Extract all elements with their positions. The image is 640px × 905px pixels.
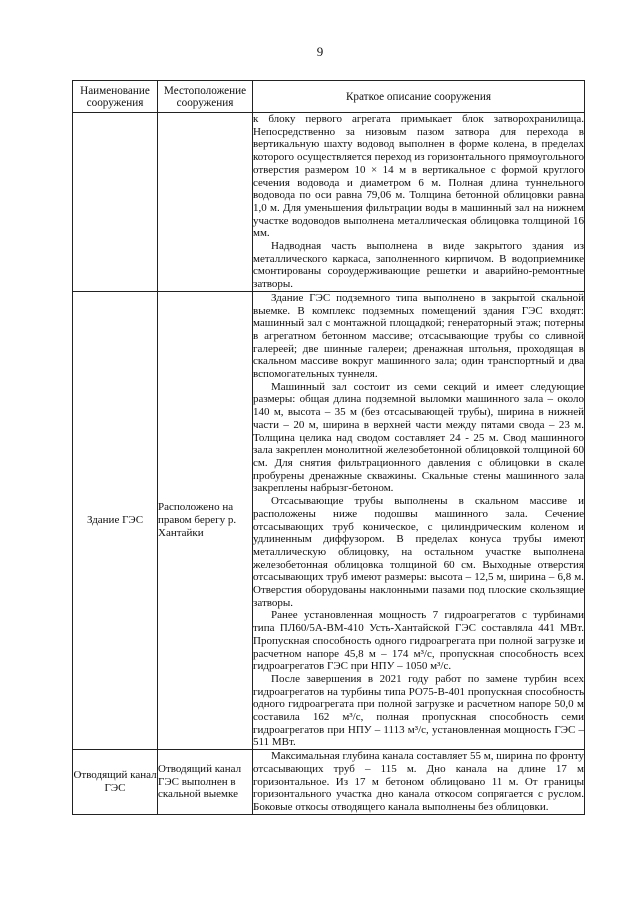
description-paragraph: Машинный зал состоит из семи секций и имеет следующие размеры: общая длина подземной выломки машинного зала – около 140 м, высота – 35 м (без отсасывающей трубы), ширина в нижней части – 20 м, ширина в верхней части между пятами свода – 23 м. Толщина целика над сводом составляет 24 - 25 м. Свод машинного зала закреплен монолитной железобетонной облицовкой толщиной 60 см. Для снятия фильтрационного давления с облицовки в скале пробурены дренажные скважины. Скальные стены машинного зала закреплены набрызг-бетоном. — [253, 380, 584, 495]
structure-name — [73, 113, 158, 292]
structure-location: Отводящий канал ГЭС выполнен в скальной выемке — [158, 750, 253, 815]
table-row — [73, 291, 585, 749]
structure-description — [253, 113, 585, 292]
description-paragraph: Ранее установленная мощность 7 гидроагрегатов с турбинами типа ПЛ60/5А-ВМ-410 Усть-Хантайской ГЭС составляла 441 МВт. Пропускная способность одного гидроагрегата при полной загрузке и расчетном напоре 45,8 м – 174 м³/с, пропускная способность всех гидроагрегатов ГЭС при НПУ – 1050 м³/с. — [253, 609, 584, 673]
structure-description — [253, 750, 585, 815]
page-number: 9 — [316, 44, 324, 59]
structure-name: Отводящий канал ГЭС — [73, 750, 158, 815]
structures-table — [72, 80, 585, 815]
header-name: Наименование сооружения — [73, 81, 158, 113]
structure-name: Здание ГЭС — [73, 291, 158, 749]
description-paragraph: к блоку первого агрегата примыкает блок затворохранилища. Непосредственно за низовым пазом затвора для перехода в вертикальную шахту водовод выполнен в форме колена, в пределах которого осуществляется переход из горизонтального прямоугольного отверстия размером 10 × 14 м в вертикальное с формой круглого сечения водовода и диаметром 6 м. Полная длина туннельного водовода по оси равна 79,06 м. Толщина бетонной облицовки равна 1,0 м. Для уменьшения фильтрации воды в машинный зал на нижнем участке водоводов выполнена металлическая облицовка толщиной 16 мм. — [253, 113, 584, 240]
description-paragraph: Здание ГЭС подземного типа выполнено в закрытой скальной выемке. В комплекс подземных помещений здания ГЭС входят: машинный зал с монтажной площадкой; генераторный этаж; потерны в агрегатном бетонном массиве; отсасывающие трубы со сливной галереей; две шинные галереи; дренажная штольня, проходящая в скальном массиве вокруг машинного зала; один транспортный и два вспомогательных туннеля. — [253, 291, 584, 381]
header-location: Местоположение сооружения — [158, 81, 253, 113]
description-paragraph: Надводная часть выполнена в виде закрытого здания из металлического каркаса, заполненного кирпичом. В водоприемнике смонтированы сороудерживающие решетки и аварийно-ремонтные затворы. — [253, 240, 584, 291]
header-description: Краткое описание сооружения — [253, 81, 585, 113]
table-row — [73, 750, 585, 815]
description-paragraph: После завершения в 2021 году работ по замене турбин всех гидроагрегатов на турбины типа РО75-В-401 пропускная способность одного гидроагрегата при полной загрузке и расчетном напоре 50,0 м составила 162 м³/с, полная пропускная способность семи гидроагрегатов при НПУ – 1113 м³/с, установленная мощность ГЭС – 511 МВт. — [253, 672, 584, 749]
structure-location: Расположено на правом берегу р. Хантайки — [158, 291, 253, 749]
table-row — [73, 113, 585, 292]
structure-description — [253, 291, 585, 749]
structure-location — [158, 113, 253, 292]
description-paragraph: Отсасывающие трубы выполнены в скальном массиве и расположены ниже подошвы машинного зала. Сечение отсасывающих труб коническое, с цилиндрическим коленом и удлиненным диффузором. В пределах конуса трубы имеют металлическую облицовку, на остальном участке выполнена железобетонная облицовка толщиной 60 см. Выходные отверстия отсасывающих труб имеют размеры: высота – 12,5 м, ширина – 6,8 м. Отверстия оборудованы наклонными пазами под плоские скользящие затворы. — [253, 495, 584, 609]
table-header-row — [73, 81, 585, 113]
description-paragraph: Максимальная глубина канала составляет 55 м, ширина по фронту отсасывающих труб – 115 м. Дно канала на длине 17 м горизонтальное. Из 17 м бетоном облицовано 11 м. От границы горизонтального участка дно канала откосом сопрягается с руслом. Боковые откосы отводящего канала выполнены без облицовки. — [253, 750, 584, 813]
